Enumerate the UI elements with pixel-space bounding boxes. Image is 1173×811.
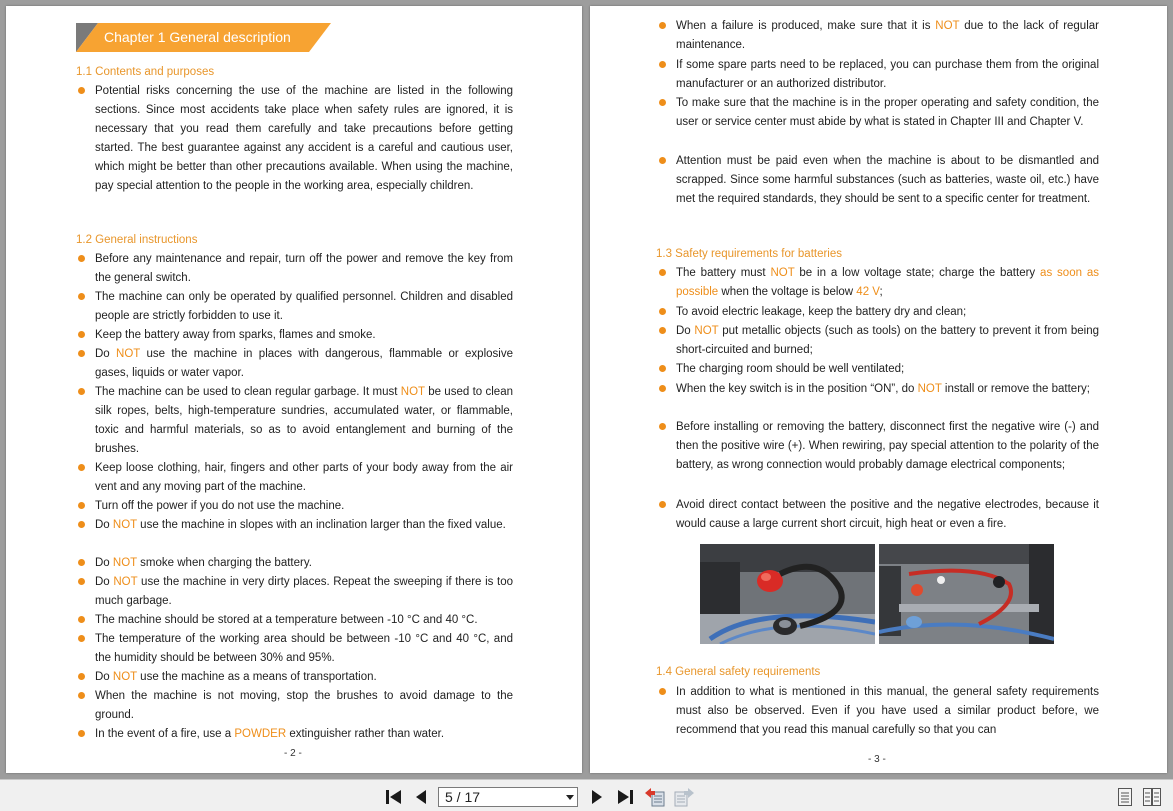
list-item: Turn off the power if you do not use the machine. <box>95 497 513 516</box>
section-heading-1-2: 1.2 General instructions <box>76 234 198 246</box>
list-item: If some spare parts need to be replaced, you can purchase them from the original manufacturer or an authorized distributor. <box>676 56 1099 94</box>
list-item: Before any maintenance and repair, turn off the power and remove the key from the general switch. <box>95 250 513 288</box>
chapter-title-banner <box>76 23 331 52</box>
list-item: Do NOT use the machine as a means of transportation. <box>95 668 513 687</box>
list-item: Before installing or removing the battery, disconnect first the negative wire (-) and then the positive wire (+). When rewiring, pay special attention to the polarity of the battery, as wrong connection would probably damage electrical components; <box>676 418 1099 475</box>
list-item: Do NOT smoke when charging the battery. <box>95 554 513 573</box>
first-page-icon[interactable] <box>384 788 404 806</box>
document-page-3 <box>590 6 1167 773</box>
list-item: Do NOT use the machine in very dirty places. Repeat the sweeping if there is too much garbage. <box>95 573 513 611</box>
section-heading-1-4: 1.4 General safety requirements <box>656 666 821 678</box>
list-item: When the key switch is in the position “ON”, do NOT install or remove the battery; <box>676 380 1099 399</box>
list-item: To avoid electric leakage, keep the battery dry and clean; <box>676 303 1099 322</box>
list-item: Do NOT put metallic objects (such as tools) on the battery to prevent it from being short-circuited and burned; <box>676 322 1099 360</box>
two-page-view-icon[interactable] <box>1142 788 1162 806</box>
viewer-toolbar <box>0 779 1173 811</box>
list-item: Attention must be paid even when the machine is about to be dismantled and scrapped. Since some harmful substances (such as batteries, waste oil, etc.) have met the required standards, they should be sent to a specific center for treatment. <box>676 152 1099 209</box>
chapter-title: Chapter 1 General description <box>104 29 291 45</box>
list-item: When the machine is not moving, stop the brushes to avoid damage to the ground. <box>95 687 513 725</box>
single-page-view-icon[interactable] <box>1117 788 1133 806</box>
page-number: - 3 - <box>868 754 886 765</box>
list-item: The machine can be used to clean regular garbage. It must NOT be used to clean silk ropes, belts, high-temperature sundries, accumulated water, or flammable, toxic and harmful materials, so as to avoid entanglement and burning of the brushes. <box>95 383 513 459</box>
list-item: When a failure is produced, make sure that it is NOT due to the lack of regular maintenance. <box>676 17 1099 55</box>
prev-page-icon[interactable] <box>412 788 430 806</box>
chevron-down-icon <box>566 795 574 800</box>
list-item: Potential risks concerning the use of the machine are listed in the following sections. Since most accidents take place when safety rules are ignored, it is necessary that you read them carefully and take precautions before getting started. The best guarantee against any accident is a careful and cautious user, which might be better than other precautions available. When using the machine, pay special attention to the people in the working area, especially children. <box>95 82 513 196</box>
page-number-display: 5 / 17 <box>445 789 481 805</box>
next-view-icon[interactable] <box>673 788 695 806</box>
list-item: Keep loose clothing, hair, fingers and other parts of your body away from the air vent and any moving part of the machine. <box>95 459 513 497</box>
page-number: - 2 - <box>284 748 302 759</box>
list-item: Avoid direct contact between the positive and the negative electrodes, because it would cause a large current short circuit, high heat or even a fire. <box>676 496 1099 534</box>
list-item: The battery must NOT be in a low voltage state; charge the battery as soon as possible when the voltage is below 42 V; <box>676 264 1099 302</box>
battery-terminal-photo-2 <box>879 544 1054 644</box>
list-item: In addition to what is mentioned in this manual, the general safety requirements must also be observed. Even if you have used a similar product before, we recommend that you read this manual carefully so that you can <box>676 683 1099 740</box>
list-item: The machine can only be operated by qualified personnel. Children and disabled people are strictly forbidden to use it. <box>95 288 513 326</box>
list-item: Keep the battery away from sparks, flames and smoke. <box>95 326 513 345</box>
battery-terminal-photo-1 <box>700 544 875 644</box>
document-page-2 <box>6 6 582 773</box>
list-item: Do NOT use the machine in places with dangerous, flammable or explosive gases, liquids or water vapor. <box>95 345 513 383</box>
list-item: The machine should be stored at a temperature between -10 °C and 40 °C. <box>95 611 513 630</box>
list-item: To make sure that the machine is in the proper operating and safety condition, the user or service center must abide by what is stated in Chapter III and Chapter V. <box>676 94 1099 132</box>
section-heading-1-1: 1.1 Contents and purposes <box>76 66 215 78</box>
list-item: In the event of a fire, use a POWDER extinguisher rather than water. <box>95 725 513 744</box>
page-number-select[interactable] <box>438 787 578 807</box>
next-page-icon[interactable] <box>588 788 606 806</box>
section-heading-1-3: 1.3 Safety requirements for batteries <box>656 248 843 260</box>
list-item: The temperature of the working area should be between -10 °C and 40 °C, and the humidity should be between 30% and 95%. <box>95 630 513 668</box>
list-item: The charging room should be well ventilated; <box>676 360 1099 379</box>
last-page-icon[interactable] <box>615 788 635 806</box>
prev-view-icon[interactable] <box>644 788 666 806</box>
list-item: Do NOT use the machine in slopes with an inclination larger than the fixed value. <box>95 516 513 535</box>
